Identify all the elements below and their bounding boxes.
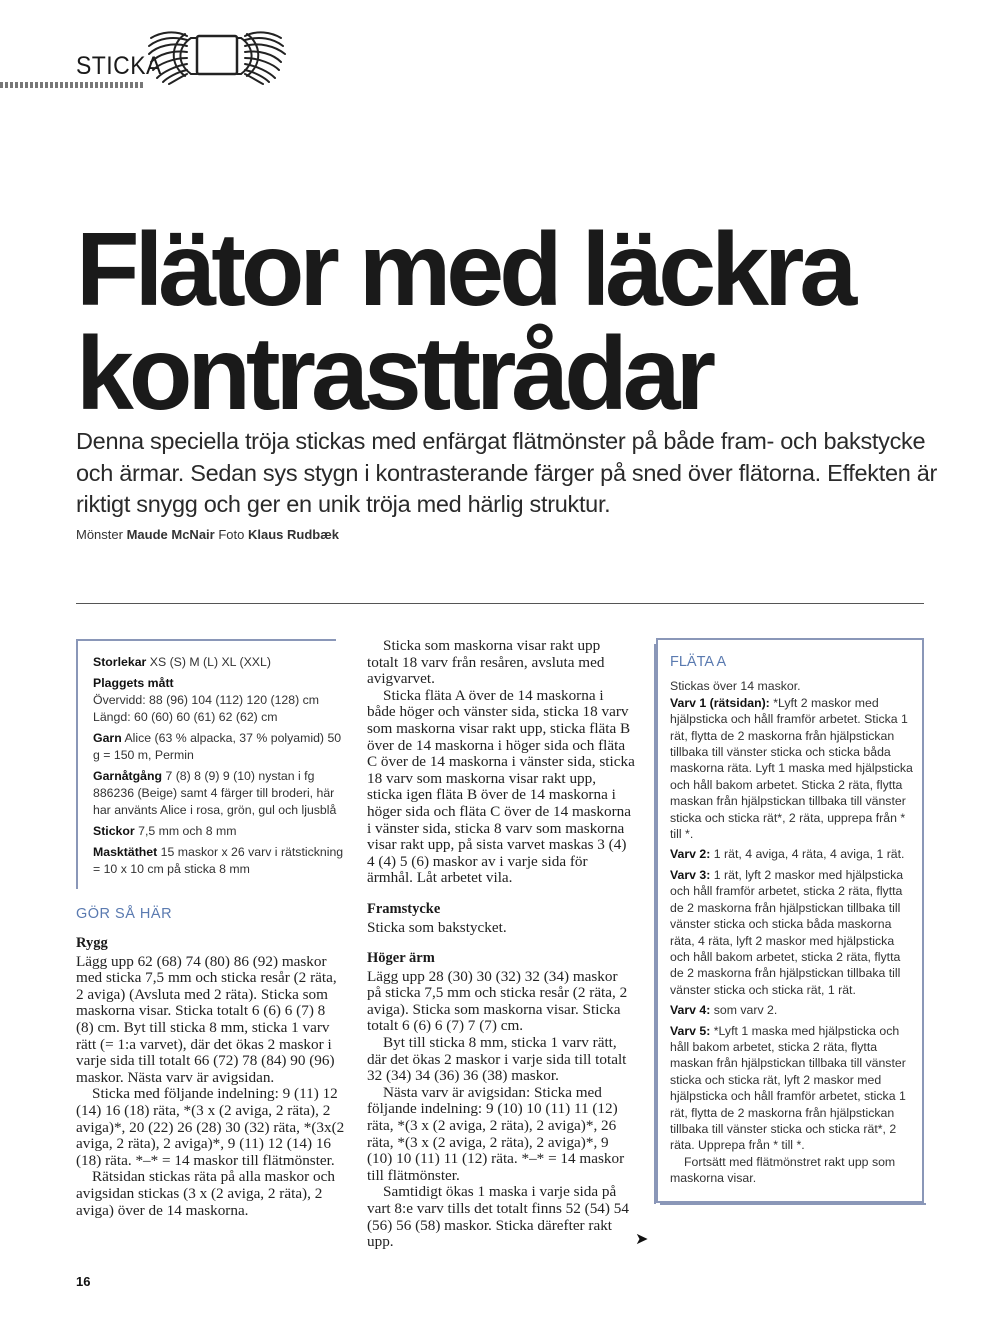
- materials-gauge: Masktäthet 15 maskor x 26 varv i rätstickning = 10 x 10 cm på sticka 8 mm: [93, 845, 344, 876]
- pattern-name: Maude McNair: [126, 527, 215, 542]
- framstycke-text: Sticka som bakstycket.: [367, 918, 507, 936]
- arm-paragraph-4: Samtidigt ökas 1 maska i varje sida på vart 8:e varv tills det totalt finns 52 (54) 54 (56) 56 (58) maskor. Sticka därefter rakt upp.: [367, 1183, 629, 1251]
- arm-paragraph-1: Lägg upp 28 (30) 30 (32) 32 (34) maskor på sticka 7,5 mm och sticka resår (2 räta, 2 aviga). Sticka som maskorna visar. Sticka totalt 6 (6) 6 (7) 7 (7) cm.: [367, 967, 628, 1035]
- page-number: 16: [76, 1274, 91, 1289]
- howto-heading: GÖR SÅ HÄR: [76, 906, 173, 922]
- photo-label: Foto: [218, 527, 245, 542]
- materials-yarn: Garn Alice (63 % alpacka, 37 % polyamid) 50 g = 150 m, Permin: [93, 731, 342, 762]
- col2-paragraph-2: Sticka fläta A över de 14 maskorna i både höger och vänster sida, sticka 18 varv som maskorna visar rakt upp, sticka fläta B över de 14 maskorna i höger sida och fläta C över de 14 maskorna i vänster sida, sticka 18 varv som maskorna visar rakt upp, sticka igen fläta B över de 14 maskorna i höger sida och fläta C över de 14 maskorna i vänster sida, sticka 8 varv som maskorna visar rakt upp, på sista varvet maskas 3 (4) 4 (4) 5 (6) maskor av i varje sida för ärmhål. Låt arbetet vila.: [367, 686, 635, 887]
- flata-a-row-1: Varv 1 (rätsidan): *Lyft 2 maskor med hjälpsticka och håll framför arbetet. Sticka 1 rät, flytta de 2 maskorna från hjälpstickan tillbaka till vänster sticka och sticka båda maskorna räta. Lyft 1 maska med hjälpsticka och håll bakom arbetet. Sticka 2 räta, flytta maskan från hjälpstickan tillbaka till vänster sticka och sticka rät*, 2 räta, upprepa från * till *.: [670, 695, 913, 842]
- flata-a-panel: [670, 654, 914, 1191]
- materials-measurements: Plaggets mått Övervidd: 88 (96) 104 (112) 120 (128) cm Längd: 60 (60) 60 (61) 62 (62) cm: [93, 676, 320, 724]
- photo-name: Klaus Rudbæk: [248, 527, 340, 542]
- flata-a-row-4: Varv 4: som varv 2.: [670, 1003, 778, 1018]
- materials-yarn-amount: Garnåtgång 7 (8) 8 (9) 9 (10) nystan i fg 886236 (Beige) samt 4 färger till broderi, här har använts Alice i rosa, grön, gul och ljusblå: [93, 769, 337, 817]
- column-1: [76, 935, 346, 1219]
- flata-a-outro: Fortsätt med flätmönstret rakt upp som maskorna visar.: [670, 1154, 896, 1186]
- rygg-heading: Rygg: [76, 935, 108, 951]
- framstycke-heading: Framstycke: [367, 900, 441, 917]
- yarn-skein-icon: [145, 26, 295, 86]
- col2-paragraph-1: Sticka som maskorna visar rakt upp totalt 18 varv från resåren, avsluta med avigvarvet.: [367, 637, 605, 688]
- rygg-paragraph-2: Sticka med följande indelning: 9 (11) 12 (14) 16 (18) räta, *(3 x (2 aviga, 2 räta), 2 aviga)*, 20 (22) 26 (28) 30 (32) räta, *(3x(2 aviga, 2 räta), 2 aviga)*, 9 (11) 12 (14) 16 (18) räta. *–* = 14 maskor till flätmönster.: [76, 1085, 345, 1169]
- section-label: STICKA: [76, 52, 162, 80]
- pattern-label: Mönster: [76, 527, 123, 542]
- materials-sizes: Storlekar XS (S) M (L) XL (XXL): [93, 655, 271, 669]
- materials-needles: Stickor 7,5 mm och 8 mm: [93, 824, 237, 838]
- header-rule: [0, 82, 145, 88]
- flata-a-heading: FLÄTA A: [670, 654, 727, 670]
- arm-paragraph-3: Nästa varv är avigsidan: Sticka med följande indelning: 9 (10) 10 (11) 11 (12) räta, *(3 x (2 aviga, 2 räta), 2 aviga)*, 26 räta, *(3 x (2 aviga, 2 räta), 2 aviga)*, 9 (10) 10 (11) 11 (12) räta. *–* = 14 maskor till flätmönster.: [367, 1083, 625, 1184]
- continue-arrow-icon: ➤: [635, 1231, 649, 1248]
- flata-a-intro: Stickas över 14 maskor.: [670, 679, 801, 694]
- rygg-paragraph-1: Lägg upp 62 (68) 74 (80) 86 (92) maskor med sticka 7,5 mm och sticka resår (2 räta, 2 aviga) (Avsluta med 2 räta). Sticka som maskorna visar. Sticka totalt 6 (6) 6 (7) 8 (8) cm. Byt till sticka 8 mm, sticka 1 varv rätt (= 1:a varvet), där det ökas 2 maskor i varje sida till totalt 66 (72) 78 (84) 90 (96) maskor. Nästa varv är avigsidan.: [76, 952, 337, 1086]
- divider: [76, 603, 924, 604]
- arm-paragraph-2: Byt till sticka 8 mm, sticka 1 varv rätt, där det ökas 2 maskor i varje sida till totalt 32 (34) 34 (36) 36 (38) maskor.: [367, 1034, 627, 1085]
- page-title: [76, 212, 956, 432]
- title-line-1: Flätor med läckra: [76, 212, 853, 328]
- rygg-paragraph-3: Rätsidan stickas räta på alla maskor och avigsidan stickas (3 x (2 aviga, 2 räta), 2 aviga) över de 14 maskorna.: [76, 1168, 335, 1219]
- flata-a-row-3: Varv 3: 1 rät, lyft 2 maskor med hjälpsticka och håll framför arbetet, sticka 2 räta, flytta de 2 maskorna från hjälpstickan tillbaka till vänster sticka och sticka båda maskorna räta, 4 räta, lyft 2 maskor med hjälpsticka och håll bakom arbetet, sticka 2 räta, flytta de 2 maskorna från hjälpstickan tillbaka till vänster sticka och sticka rät, 1 rät.: [670, 867, 904, 997]
- flata-a-row-2: Varv 2: 1 rät, 4 aviga, 4 räta, 4 aviga, 1 rät.: [670, 847, 905, 862]
- arm-heading: Höger ärm: [367, 950, 435, 967]
- materials-list: [93, 654, 349, 882]
- column-2: [367, 638, 635, 1251]
- intro-text: Denna speciella tröja stickas med enfärgat flätmönster på både fram- och bakstycke och ärmar. Sedan sys stygn i kontrasterande färger på sned över flätorna. Effekten är riktigt snygg och ger en unik tröja med härlig struktur.: [76, 428, 938, 517]
- title-line-2: kontrasttrådar: [76, 316, 712, 432]
- credits: [76, 527, 339, 542]
- flata-a-row-5: Varv 5: *Lyft 1 maska med hjälpsticka och håll bakom arbetet, sticka 2 räta, flytta maskan från hjälpstickan tillbaka till vänster sticka och sticka rät, lyft 2 maskor med hjälpsticka och håll framför arbetet, sticka 1 rät, flytta de 2 maskorna från hjälpstickan tillbaka till vänster sticka och sticka rät*, 2 räta. Upprepa från * till *.: [670, 1023, 906, 1153]
